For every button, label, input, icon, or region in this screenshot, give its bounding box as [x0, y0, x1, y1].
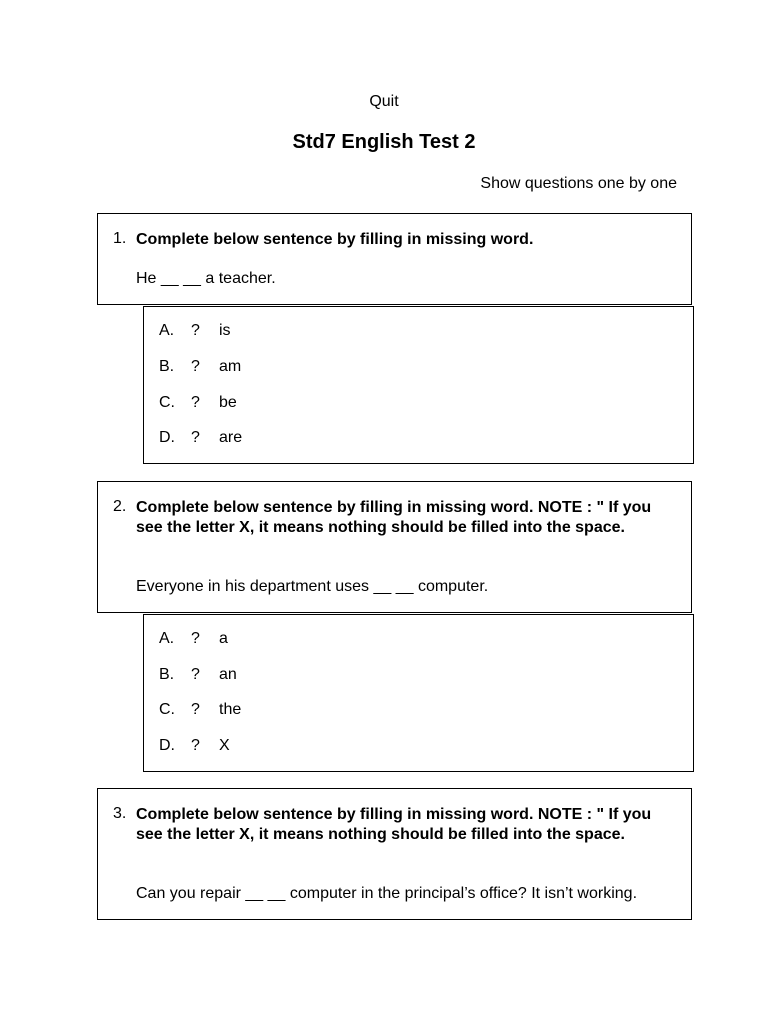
option-letter: C. [159, 394, 175, 411]
question-mark-icon: ? [191, 737, 200, 754]
question-mark-icon: ? [191, 322, 200, 339]
option-letter: B. [159, 358, 175, 375]
question-number: 2. [113, 498, 127, 515]
show-one-by-one-link[interactable]: Show questions one by one [480, 175, 677, 192]
answer-option-d[interactable] [159, 735, 230, 757]
question-box-3 [97, 788, 692, 920]
option-text: the [219, 701, 242, 718]
question-prompt: Complete below sentence by filling in missing word. NOTE : " If you see the letter X, it means nothing should be filled into the space. [136, 499, 652, 536]
option-text: a [219, 630, 228, 647]
question-mark-icon: ? [191, 701, 200, 718]
quit-link[interactable]: Quit [369, 93, 399, 110]
option-text: X [219, 737, 230, 754]
answer-box-2 [143, 614, 694, 772]
page-title: Std7 English Test 2 [292, 131, 476, 153]
option-letter: C. [159, 701, 175, 718]
question-number: 3. [113, 805, 127, 822]
answer-option-b[interactable] [159, 356, 241, 378]
option-text: be [219, 394, 237, 411]
answer-option-a[interactable] [159, 320, 231, 342]
question-mark-icon: ? [191, 666, 200, 683]
question-prompt: Complete below sentence by filling in missing word. [136, 231, 534, 248]
question-box-1 [97, 213, 692, 305]
answer-box-1 [143, 306, 694, 464]
option-letter: A. [159, 630, 175, 647]
answer-option-d[interactable] [159, 427, 242, 449]
option-letter: A. [159, 322, 175, 339]
option-letter: D. [159, 429, 175, 446]
option-text: are [219, 429, 243, 446]
question-mark-icon: ? [191, 630, 200, 647]
option-text: an [219, 666, 237, 683]
question-box-2 [97, 481, 692, 613]
option-letter: B. [159, 666, 175, 683]
question-mark-icon: ? [191, 358, 200, 375]
answer-option-c[interactable] [159, 699, 241, 721]
question-mark-icon: ? [191, 429, 200, 446]
option-text: am [219, 358, 242, 375]
answer-option-b[interactable] [159, 664, 237, 686]
question-number: 1. [113, 230, 127, 247]
question-header [113, 230, 673, 250]
question-header [113, 805, 673, 845]
question-mark-icon: ? [191, 394, 200, 411]
answer-option-a[interactable] [159, 628, 228, 650]
option-text: is [219, 322, 231, 339]
question-sentence: He __ __ a teacher. [136, 270, 276, 287]
question-sentence: Can you repair __ __ computer in the principal’s office? It isn’t working. [136, 885, 638, 902]
question-prompt: Complete below sentence by filling in missing word. NOTE : " If you see the letter X, it means nothing should be filled into the space. [136, 806, 652, 843]
option-letter: D. [159, 737, 175, 754]
question-header [113, 498, 673, 538]
question-sentence: Everyone in his department uses __ __ computer. [136, 578, 489, 595]
answer-option-c[interactable] [159, 392, 237, 414]
